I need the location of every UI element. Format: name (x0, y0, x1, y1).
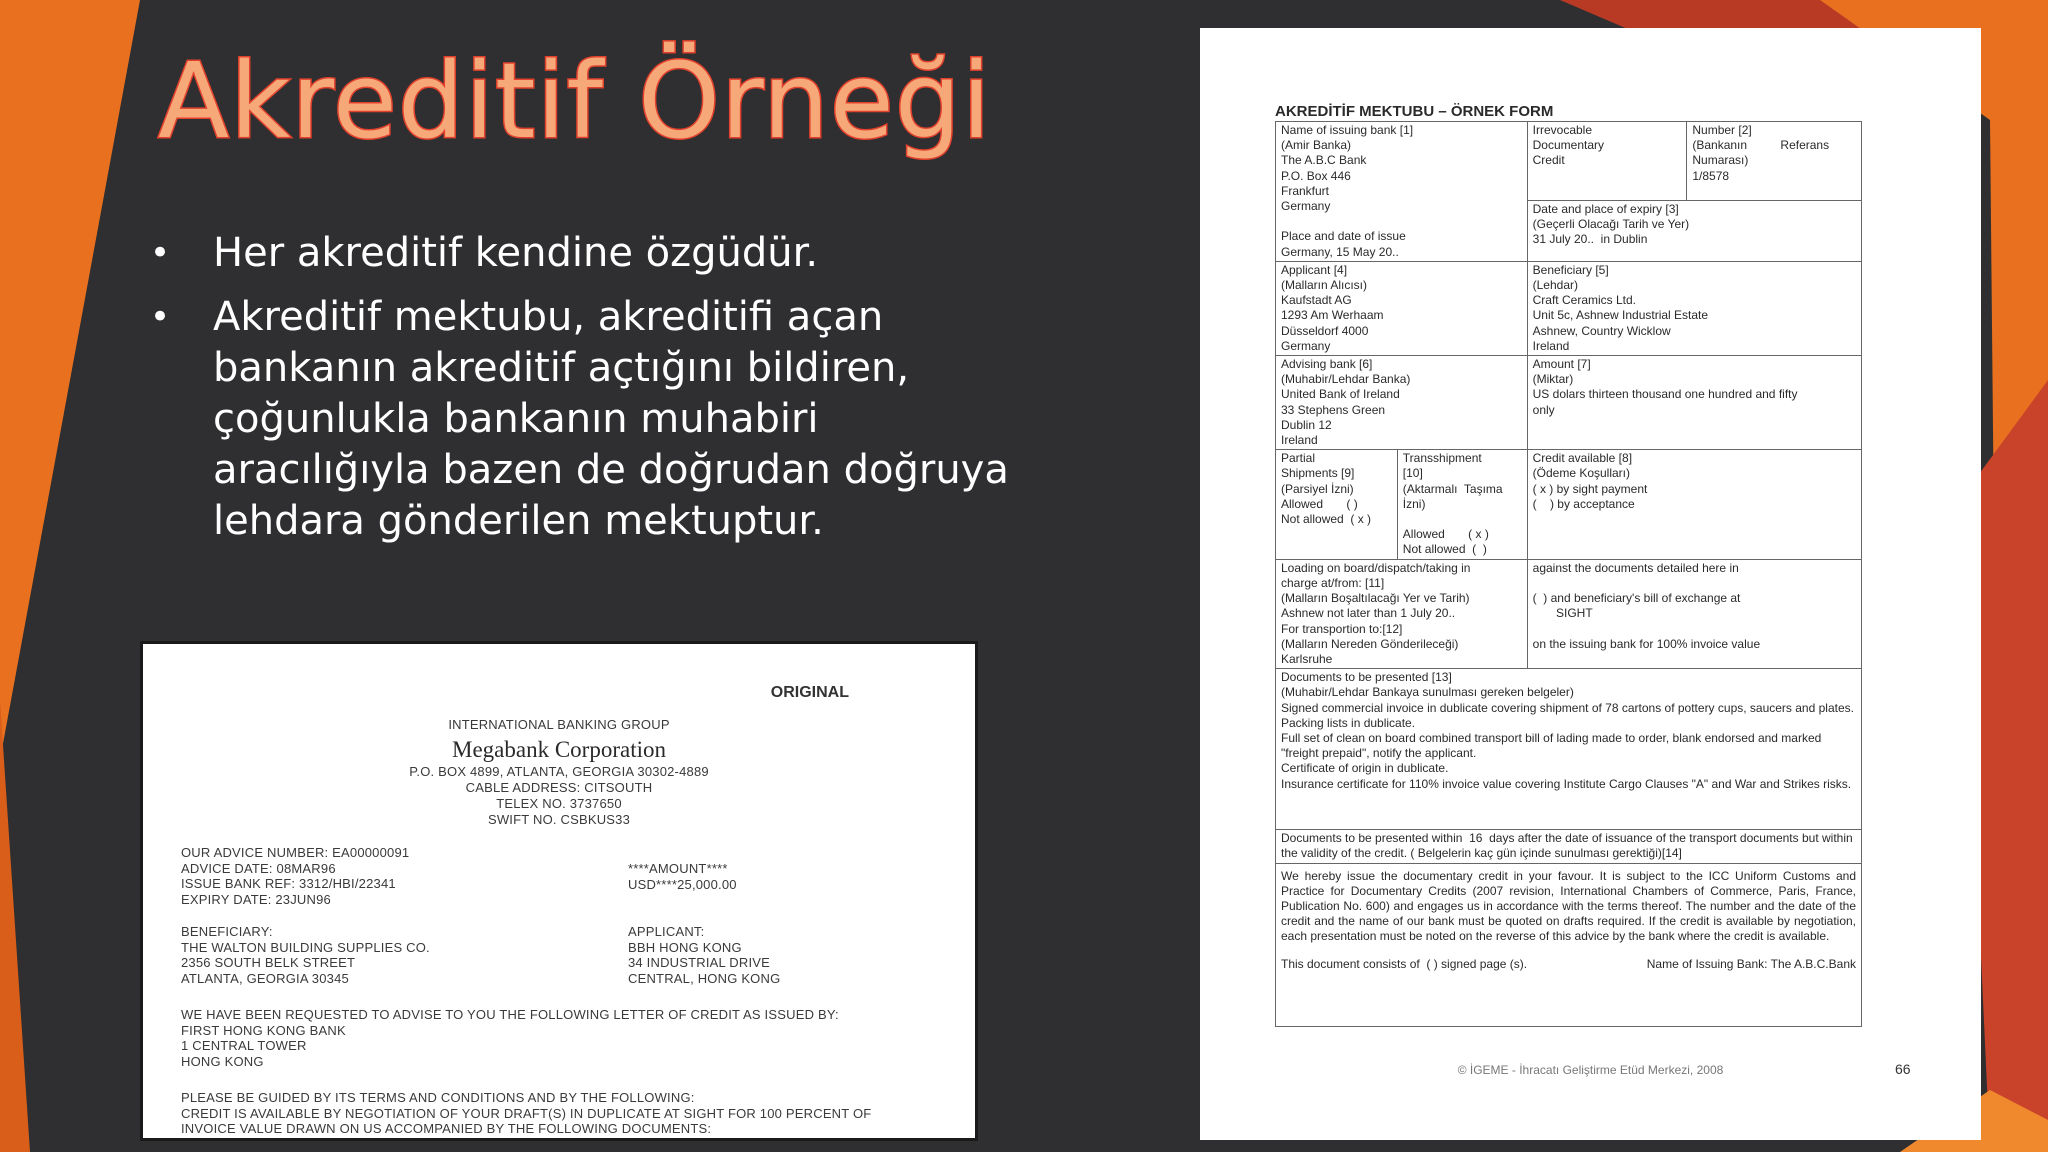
page-number: 66 (1895, 1061, 1911, 1077)
undertaking-cell (1276, 863, 1862, 1026)
bullet-list (150, 228, 1030, 560)
against-documents-cell: against the documents detailed here in ( ) and beneficiary's bill of exchange at SIGHT on the issuing bank for 100% invoice value (1527, 559, 1861, 668)
expiry-cell: Date and place of expiry [3] (Geçerli Olacağı Tarih ve Yer) 31 July 20.. in Dublin (1527, 201, 1861, 262)
form-row (1276, 863, 1862, 1026)
number-cell: Number [2] (Bankanın Referans Numarası) 1/8578 (1687, 122, 1862, 201)
form-table (1275, 121, 1862, 1027)
presentation-period-cell: Documents to be presented within 16 days after the date of issuance of the transport documents but within the validity of the credit. ( Belgelerin kaç gün içinde sunulması gerektiği)[14] (1276, 830, 1862, 863)
form-title: AKREDİTİF MEKTUBU – ÖRNEK FORM (1275, 103, 1554, 120)
beneficiary-block: BENEFICIARY: THE WALTON BUILDING SUPPLIES CO. 2356 SOUTH BELK STREET ATLANTA, GEORGIA 30345 (181, 924, 430, 986)
transshipment-cell: Transshipment [10] (Aktarmalı Taşıma İzni) Allowed ( x ) Not allowed ( ) (1397, 450, 1527, 559)
original-stamp: ORIGINAL (770, 684, 849, 701)
form-row (1276, 122, 1862, 201)
advice-document-image (140, 641, 978, 1141)
bullet-dot: • (150, 233, 171, 273)
telex-number: TELEX NO. 3737650 (496, 796, 622, 811)
applicant-block: APPLICANT: BBH HONG KONG 34 INDUSTRIAL DRIVE CENTRAL, HONG KONG (628, 924, 781, 986)
signature-line (1281, 957, 1856, 972)
sample-form-document (1200, 28, 1981, 1140)
bank-address: P.O. BOX 4899, ATLANTA, GEORGIA 30302-4889 (409, 764, 709, 779)
terms-block: PLEASE BE GUIDED BY ITS TERMS AND CONDITIONS AND BY THE FOLLOWING: CREDIT IS AVAILABLE BY NEGOTIATION OF YOUR DRAFT(S) IN DUPLICATE AT SIGHT FOR 100 PERCENT OF INVOICE VALUE DRAWN ON US ACCOMPANIED BY THE FOLLOWING DOCUMENTS: (181, 1090, 872, 1136)
documents-cell: Documents to be presented [13] (Muhabir/Lehdar Bankaya sunulması gereken belgeler) Signed commercial invoice in dublicate covering shipment of 78 cartons of pottery cups, saucers and plates. Packing lists in dublicate. Full set of clean on board combined transport bill of lading made to order, blank endorsed and marked "freight prepaid", notify the applicant. Certificate of origin in dublicate. Insurance certificate for 110% invoice value covering Institute Cargo Clauses "A" and War and Strikes risks. (1276, 669, 1862, 830)
banking-group: INTERNATIONAL BANKING GROUP (448, 717, 670, 732)
issuing-bank-cell: Name of issuing bank [1] (Amir Banka) The A.B.C Bank P.O. Box 446 Frankfurt Germany Place and date of issue Germany, 15 May 20.. (1276, 122, 1528, 262)
credit-available-cell: Credit available [8] (Ödeme Koşulları) ( x ) by sight payment ( ) by acceptance (1527, 450, 1861, 559)
undertaking-text: We hereby issue the documentary credit in your favour. It is subject to the ICC Uniform Customs and Practice for Documentary Credits (2007 revision, International Chambers of Commerce, Paris, France, Publication No. 600) and engages us in accordance with the terms thereof. The number and the date of the credit and the name of our bank must be quoted on drafts required. If the credit is available by negotiation, each presentation must be noted on the reverse of this advice by the bank where the credit is available. (1281, 868, 1860, 944)
applicant-cell: Applicant [4] (Malların Alıcısı) Kaufstadt AG 1293 Am Werhaam Düsseldorf 4000 Germany (1276, 261, 1528, 355)
advice-details: OUR ADVICE NUMBER: EA00000091 ADVICE DATE: 08MAR96 ISSUE BANK REF: 3312/HBI/22341 EXPIRY DATE: 23JUN96 (181, 845, 410, 907)
loading-cell: Loading on board/dispatch/taking in charge at/from: [11] (Malların Boşaltılacağı Yer ve Tarih) Ashnew not later than 1 July 20.. For transportion to:[12] (Malların Nereden Gönderileceği) Karlsruhe (1276, 559, 1528, 668)
beneficiary-cell: Beneficiary [5] (Lehdar) Craft Ceramics Ltd. Unit 5c, Ashnew Industrial Estate Ashnew, Country Wicklow Ireland (1527, 261, 1861, 355)
bullet-text: Akreditif mektubu, akreditifi açan bankanın akreditif açtığını bildiren, çoğunlukla bankanın muhabiri aracılığıyla bazen de doğrudan doğruya lehdara gönderilen mektuptur. (213, 294, 1009, 544)
irrevocable-cell: Irrevocable Documentary Credit (1527, 122, 1687, 201)
cable-address: CABLE ADDRESS: CITSOUTH (465, 780, 653, 795)
partial-shipments-cell: Partial Shipments [9] (Parsiyel İzni) Allowed ( ) Not allowed ( x ) (1276, 450, 1398, 559)
page-count-text: This document consists of ( ) signed page (s). (1281, 956, 1528, 971)
bullet-dot: • (150, 297, 171, 337)
form-row (1276, 830, 1862, 863)
form-row (1276, 450, 1862, 559)
bullet-text: Her akreditif kendine özgüdür. (213, 230, 819, 276)
bullet-item (150, 292, 1030, 547)
amount-block: ****AMOUNT**** USD****25,000.00 (628, 861, 737, 892)
request-block: WE HAVE BEEN REQUESTED TO ADVISE TO YOU THE FOLLOWING LETTER OF CREDIT AS ISSUED BY: FIRST HONG KONG BANK 1 CENTRAL TOWER HONG KONG (181, 1007, 839, 1069)
form-row (1276, 559, 1862, 668)
swift-number: SWIFT NO. CSBKUS33 (487, 812, 631, 827)
form-row (1276, 669, 1862, 830)
form-row (1276, 356, 1862, 450)
bullet-item (150, 228, 1030, 279)
advising-bank-cell: Advising bank [6] (Muhabir/Lehdar Banka) United Bank of Ireland 33 Stephens Green Dublin 12 Ireland (1276, 356, 1528, 450)
form-row (1276, 261, 1862, 355)
issuing-bank-signature: Name of Issuing Bank: The A.B.C.Bank (1646, 956, 1856, 971)
slide-title: Akreditif Örneği (158, 40, 992, 162)
amount-cell: Amount [7] (Miktar) US dolars thirteen thousand one hundred and fifty only (1527, 356, 1861, 450)
bank-name: Megabank Corporation (452, 737, 666, 762)
form-footer: © İGEME - İhracatı Geliştirme Etüd Merkezi, 2008 (1457, 1063, 1724, 1077)
